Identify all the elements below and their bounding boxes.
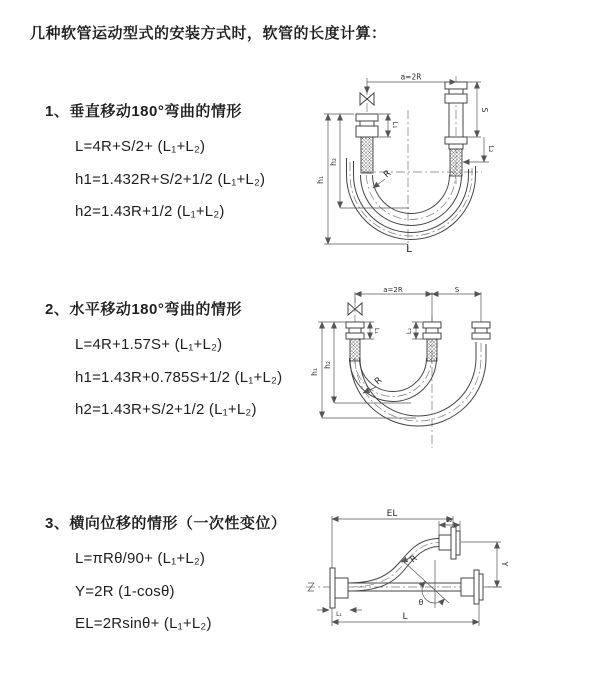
dim-label-l1: L₁ <box>373 327 381 335</box>
diagram-horizontal-180-bend <box>308 286 598 458</box>
dim-label-l1: L₁ <box>391 121 399 129</box>
right-flange-straight <box>461 570 483 604</box>
section-3-formulas <box>75 543 286 641</box>
dim-label-l2: L₂ <box>445 516 453 524</box>
section-horizontal-180 <box>45 298 282 427</box>
dim-label-a2r: a=2R <box>383 286 403 294</box>
braided-hose-left <box>361 137 373 173</box>
dim-label-h1: h₁ <box>310 368 319 376</box>
radius-label: R <box>373 375 385 388</box>
radius-label: R <box>408 553 420 566</box>
left-flange <box>330 568 348 608</box>
dim-label-y: Y <box>500 561 509 567</box>
formula-line: L=4R+S/2+ (L₁+L₂) <box>75 138 206 155</box>
dim-ext-l1 <box>379 114 391 137</box>
dim-label-l2: L₂ <box>487 145 495 153</box>
formula-line: h2=1.43R+1/2 (L₁+L₂) <box>75 203 225 220</box>
dim-label-s: S <box>454 286 460 294</box>
dim-label-h2: h₂ <box>329 158 338 166</box>
section-2-heading: 2、水平移动180°弯曲的情形 <box>45 301 242 318</box>
formula-line: L=πRθ/90+ (L₁+L₂) <box>75 550 206 567</box>
section-vertical-180 <box>45 100 265 229</box>
diagram-vertical-180-bend <box>310 72 578 254</box>
dim-label-l: L <box>402 612 408 622</box>
dim-ext-top <box>355 292 481 322</box>
left-fitting <box>356 114 378 137</box>
formula-line: h1=1.432R+S/2+1/2 (L₁+L₂) <box>75 170 266 188</box>
length-label: L <box>406 243 412 254</box>
braided-hose-left <box>350 339 360 361</box>
dim-label-h1: h₁ <box>316 176 325 184</box>
braided-hose-right <box>450 149 462 176</box>
radius-label: R <box>382 168 394 181</box>
section-lateral-displacement <box>45 512 286 641</box>
formula-line: h2=1.43R+S/2+1/2 (L₁+L₂) <box>75 401 257 418</box>
section-1-formulas <box>75 131 265 229</box>
right-fitting-lower <box>445 137 467 149</box>
section-3-heading: 3、横向位移的情形（一次性变位） <box>45 515 287 532</box>
section-1-heading: 1、垂直移动180°弯曲的情形 <box>45 103 242 120</box>
formula-line: EL=2Rsinθ+ (L₁+L₂) <box>75 615 212 632</box>
right-fitting-moved <box>472 322 490 339</box>
hose-u-bend-positions <box>350 342 487 426</box>
dim-label-a2r: a=2R <box>400 72 422 82</box>
angle-arc <box>422 581 445 603</box>
dim-label-l1: L₁ <box>336 611 342 618</box>
diagram-lateral-displacement <box>298 504 600 646</box>
dim-label-l2: L₂ <box>405 327 413 335</box>
formula-line: h1=1.43R+0.785S+1/2 (L₁+L₂) <box>75 368 283 386</box>
radius-arrow <box>363 387 376 393</box>
formula-line: L=4R+1.57S+ (L₁+L₂) <box>75 336 223 353</box>
dim-label-el: EL <box>386 509 398 519</box>
braided-hose-middle <box>427 339 437 361</box>
angle-label: θ <box>418 598 424 607</box>
radius-arrow <box>373 179 385 188</box>
top-flange-displaced <box>439 527 460 559</box>
section-2-formulas <box>75 329 282 427</box>
dim-ext-s <box>467 82 481 137</box>
dim-label-h2: h₂ <box>323 361 332 369</box>
left-fitting <box>346 322 364 339</box>
page-title: 几种软管运动型式的安装方式时，软管的长度计算： <box>30 25 387 42</box>
dim-label-s: S <box>480 107 489 113</box>
middle-fitting <box>423 322 441 339</box>
formula-line: Y=2R (1-cosθ) <box>75 582 175 600</box>
